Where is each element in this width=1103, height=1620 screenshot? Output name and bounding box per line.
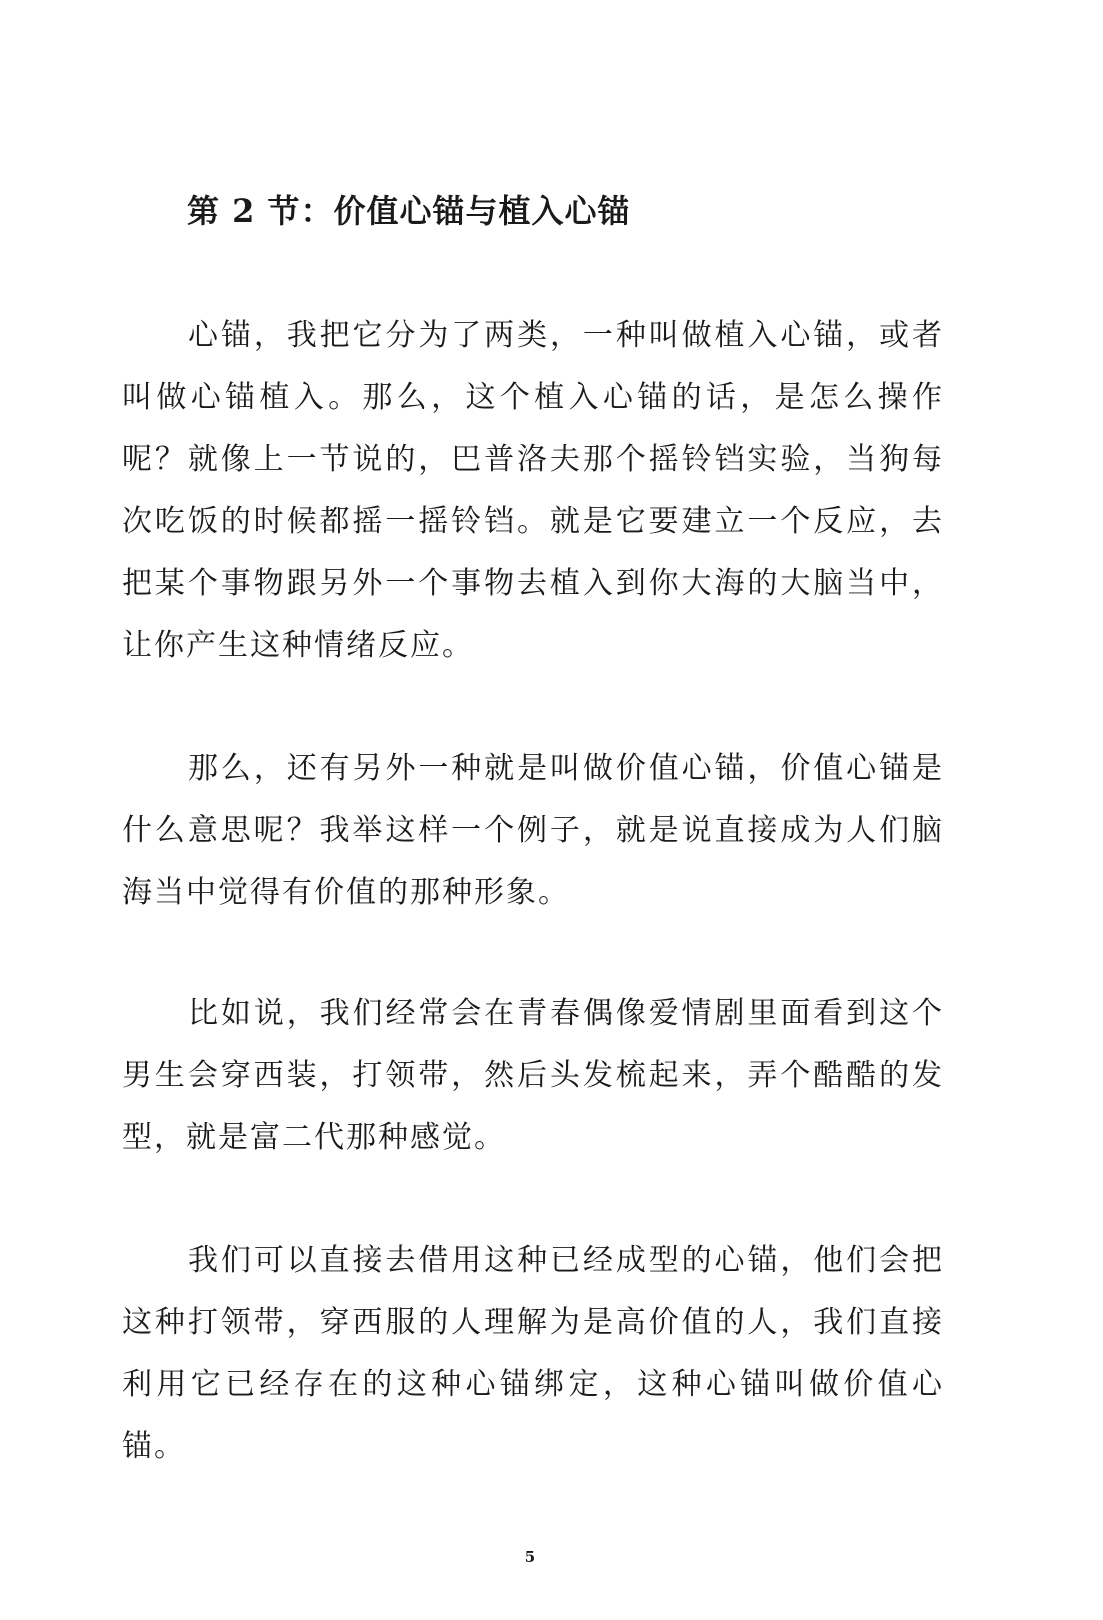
paragraph-implanted-anchor: 心锚，我把它分为了两类，一种叫做植入心锚，或者叫做心锚植入。那么，这个植入心锚的话，是怎么操作呢？就像上一节说的，巴普洛夫那个摇铃铛实验，当狗每次吃饭的时候都摇一摇铃铛。就是它要建立一个反应，去把某个事物跟另外一个事物去植入到你大海的大脑当中，让你产生这种情绪反应。 (122, 318, 944, 663)
section-title: 第 2 节：价值心锚与植入心锚 (187, 192, 631, 230)
paragraph-value-anchor: 那么，还有另外一种就是叫做价值心锚，价值心锚是什么意思呢？我举这样一个例子，就是说直接成为人们脑海当中觉得有价值的那种形象。 (122, 751, 944, 910)
paragraph-example: 比如说，我们经常会在青春偶像爱情剧里面看到这个男生会穿西装，打领带，然后头发梳起来，弄个酷酷的发型，就是富二代那种感觉。 (122, 996, 944, 1155)
paragraph-conclusion: 我们可以直接去借用这种已经成型的心锚，他们会把这种打领带，穿西服的人理解为是高价值的人，我们直接利用它已经存在的这种心锚绑定，这种心锚叫做价值心锚。 (122, 1243, 944, 1464)
page-number: 5 (524, 1548, 536, 1566)
